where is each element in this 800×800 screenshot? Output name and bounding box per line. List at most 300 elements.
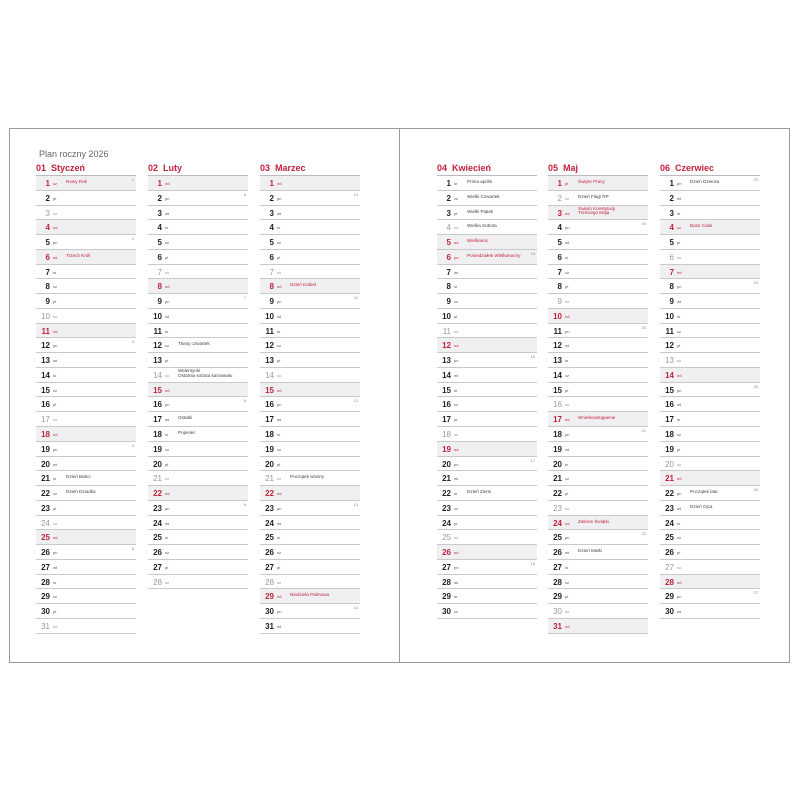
day-row — [437, 368, 537, 383]
month-column-06 — [660, 163, 760, 619]
weekday-label: cz — [677, 432, 681, 438]
day-number: 12 — [553, 341, 562, 351]
weekday-label: pt — [454, 520, 458, 526]
day-number: 23 — [665, 503, 674, 513]
day-number: 8 — [557, 282, 562, 292]
week-number: 14 — [353, 605, 358, 611]
day-number: 16 — [41, 400, 50, 410]
weekday-label: wt — [565, 240, 569, 246]
day-number: 18 — [553, 430, 562, 440]
day-row — [548, 619, 648, 634]
day-row — [437, 309, 537, 324]
day-row — [148, 427, 248, 442]
day-row — [260, 397, 360, 412]
day-row — [260, 265, 360, 280]
day-number: 9 — [45, 297, 50, 307]
weekday-label: pn — [565, 432, 570, 438]
day-number: 20 — [265, 459, 274, 469]
day-event: Nowy Rok — [66, 179, 87, 184]
weekday-label: pt — [165, 358, 169, 364]
weekday-label: nd — [677, 269, 682, 275]
weekday-label: wt — [277, 210, 281, 216]
day-row — [148, 486, 248, 501]
day-row — [260, 294, 360, 309]
day-number: 17 — [553, 415, 562, 425]
day-row — [260, 560, 360, 575]
day-row — [548, 368, 648, 383]
day-number: 7 — [157, 267, 162, 277]
weekday-label: wt — [565, 550, 569, 556]
day-row — [36, 397, 136, 412]
weekday-label: cz — [165, 550, 169, 556]
weekday-label: pt — [277, 254, 281, 260]
weekday-label: so — [565, 195, 570, 201]
day-number: 20 — [553, 459, 562, 469]
day-number: 10 — [665, 311, 674, 321]
week-number: 6 — [243, 191, 246, 197]
day-row — [36, 604, 136, 619]
day-number: 15 — [553, 385, 562, 395]
weekday-label: pt — [565, 491, 569, 497]
weekday-label: wt — [454, 476, 458, 482]
weekday-label: śr — [565, 564, 569, 570]
day-event — [178, 369, 232, 378]
weekday-label: wt — [53, 358, 57, 364]
day-row — [148, 250, 248, 265]
day-number: 31 — [41, 621, 50, 631]
month-column-03 — [260, 163, 360, 634]
day-row — [660, 427, 760, 442]
day-number: 18 — [41, 430, 50, 440]
day-event: Prima aprilis — [467, 179, 493, 184]
weekday-label: śr — [454, 181, 458, 186]
day-row — [437, 589, 537, 604]
weekday-label: cz — [53, 594, 57, 600]
day-number: 31 — [265, 621, 274, 631]
day-row — [36, 265, 136, 280]
day-number: 27 — [665, 562, 674, 572]
weekday-label: pn — [677, 594, 682, 600]
day-event: Dzień Kobiet — [290, 282, 317, 288]
day-number: 7 — [669, 267, 674, 277]
month-name: Maj — [563, 163, 579, 173]
day-number: 27 — [553, 562, 562, 572]
day-row — [437, 206, 537, 221]
day-row — [260, 575, 360, 590]
day-row — [548, 427, 648, 442]
day-number: 17 — [665, 415, 674, 425]
weekday-label: wt — [165, 210, 169, 216]
day-number: 10 — [265, 311, 274, 321]
weekday-label: so — [165, 372, 170, 378]
weekday-label: śr — [165, 535, 169, 541]
weekday-label: nd — [565, 313, 570, 319]
day-row — [548, 309, 648, 324]
day-number: 26 — [442, 548, 451, 558]
day-row — [548, 353, 648, 368]
weekday-label: so — [277, 372, 282, 378]
day-number: 23 — [553, 503, 562, 513]
weekday-label: nd — [565, 417, 570, 423]
weekday-label: wt — [677, 505, 681, 511]
month-header — [437, 163, 537, 176]
day-number: 15 — [265, 385, 274, 395]
day-number: 10 — [153, 311, 162, 321]
day-number: 24 — [153, 518, 162, 528]
weekday-label: so — [53, 210, 58, 216]
day-row — [260, 589, 360, 604]
day-row — [660, 294, 760, 309]
weekday-label: pn — [565, 328, 570, 334]
day-row — [660, 442, 760, 457]
day-number: 13 — [41, 356, 50, 366]
day-row — [548, 412, 648, 427]
weekday-label: pn — [165, 505, 170, 511]
week-number: 22 — [641, 531, 646, 537]
day-row — [660, 265, 760, 280]
day-row — [36, 560, 136, 575]
day-row — [437, 397, 537, 412]
day-number: 21 — [41, 474, 50, 484]
week-number: 26 — [753, 487, 758, 493]
day-row — [148, 368, 248, 383]
day-number: 22 — [442, 489, 451, 499]
weekday-label: nd — [53, 225, 58, 231]
day-row — [660, 191, 760, 206]
day-number: 22 — [41, 489, 50, 499]
day-event: Dzień Dziecka — [690, 179, 720, 184]
weekday-label: so — [565, 609, 570, 615]
weekday-label: so — [454, 328, 459, 334]
week-number: 15 — [530, 250, 535, 256]
weekday-label: cz — [454, 505, 458, 511]
weekday-label: pn — [53, 343, 58, 349]
month-number: 06 — [660, 163, 671, 173]
month-name: Luty — [163, 163, 182, 173]
day-number: 21 — [153, 474, 162, 484]
week-number: 27 — [753, 590, 758, 596]
weekday-label: pt — [565, 387, 569, 393]
day-row — [36, 442, 136, 457]
day-row — [148, 176, 248, 191]
day-row — [437, 604, 537, 619]
day-number: 8 — [669, 282, 674, 292]
day-row — [660, 353, 760, 368]
month-column-04 — [437, 163, 537, 619]
day-number: 1 — [557, 179, 562, 188]
day-row — [548, 235, 648, 250]
day-number: 30 — [553, 607, 562, 617]
month-number: 04 — [437, 163, 448, 173]
weekday-label: cz — [454, 299, 458, 305]
day-row — [36, 383, 136, 398]
day-row — [437, 545, 537, 560]
week-number: 7 — [243, 295, 246, 301]
day-number: 26 — [153, 548, 162, 558]
day-row — [660, 457, 760, 472]
weekday-label: nd — [454, 446, 459, 452]
day-number: 28 — [665, 577, 674, 587]
day-number: 23 — [265, 503, 274, 513]
weekday-label: nd — [277, 387, 282, 393]
day-number: 14 — [553, 370, 562, 380]
day-number: 20 — [153, 459, 162, 469]
day-row — [437, 383, 537, 398]
day-row — [36, 294, 136, 309]
day-number: 19 — [265, 444, 274, 454]
month-number: 05 — [548, 163, 559, 173]
day-row — [660, 338, 760, 353]
day-number: 28 — [442, 577, 451, 587]
weekday-label: wt — [454, 579, 458, 585]
weekday-label: nd — [53, 535, 58, 541]
day-row — [148, 501, 248, 516]
weekday-label: pn — [277, 402, 282, 408]
weekday-label: cz — [165, 446, 169, 452]
weekday-label: pt — [677, 446, 681, 452]
weekday-label: so — [565, 505, 570, 511]
weekday-label: pn — [454, 254, 459, 260]
day-row — [660, 383, 760, 398]
weekday-label: pt — [677, 343, 681, 349]
day-row — [660, 324, 760, 339]
day-number: 25 — [553, 533, 562, 543]
weekday-label: wt — [53, 461, 57, 467]
day-number: 10 — [553, 311, 562, 321]
day-number: 15 — [41, 385, 50, 395]
weekday-label: pt — [53, 402, 57, 408]
day-row — [548, 471, 648, 486]
day-row — [148, 471, 248, 486]
week-number: 20 — [641, 324, 646, 330]
day-row — [148, 235, 248, 250]
day-row — [660, 501, 760, 516]
day-number: 16 — [553, 400, 562, 410]
day-number: 5 — [669, 238, 674, 248]
day-row — [36, 619, 136, 634]
weekday-label: śr — [454, 491, 458, 497]
day-number: 27 — [265, 562, 274, 572]
day-number: 3 — [446, 208, 451, 218]
day-row — [437, 560, 537, 575]
weekday-label: pn — [165, 299, 170, 305]
weekday-label: wt — [277, 520, 281, 526]
weekday-label: cz — [53, 284, 57, 290]
weekday-label: wt — [165, 520, 169, 526]
day-event: Ostatki — [178, 415, 193, 421]
day-number: 1 — [45, 179, 50, 188]
day-number: 3 — [557, 208, 562, 218]
weekday-label: wt — [165, 313, 169, 319]
day-event: Poniedziałek Wielkanocny — [467, 252, 521, 258]
week-number: 3 — [131, 339, 134, 345]
day-row — [36, 176, 136, 191]
day-number: 3 — [269, 208, 274, 218]
day-number: 18 — [442, 430, 451, 440]
day-number: 5 — [557, 238, 562, 248]
day-number: 20 — [442, 459, 451, 469]
day-number: 21 — [665, 474, 674, 484]
day-row — [437, 501, 537, 516]
day-row — [437, 191, 537, 206]
day-number: 22 — [153, 489, 162, 499]
month-header — [36, 163, 136, 176]
day-row — [660, 206, 760, 221]
day-event: Popielec — [178, 430, 196, 436]
day-number: 9 — [269, 297, 274, 307]
weekday-label: pt — [53, 505, 57, 511]
day-number: 16 — [153, 400, 162, 410]
weekday-label: pn — [277, 299, 282, 305]
weekday-label: nd — [277, 181, 282, 186]
day-row — [36, 250, 136, 265]
day-row — [260, 324, 360, 339]
day-number: 24 — [442, 518, 451, 528]
weekday-label: nd — [677, 476, 682, 482]
day-row — [437, 412, 537, 427]
weekday-label: nd — [53, 328, 58, 334]
weekday-label: nd — [277, 284, 282, 290]
weekday-label: wt — [454, 372, 458, 378]
day-event: Trzech Króli — [66, 252, 91, 258]
weekday-label: śr — [677, 313, 681, 319]
day-row — [660, 604, 760, 619]
day-number: 14 — [665, 370, 674, 380]
week-number: 11 — [353, 295, 358, 301]
weekday-label: śr — [53, 372, 57, 378]
day-row — [36, 427, 136, 442]
month-name: Styczeń — [51, 163, 86, 173]
day-row — [36, 279, 136, 294]
day-event — [578, 207, 615, 216]
day-event: Zielone Świątki — [578, 518, 609, 524]
day-number: 28 — [265, 577, 274, 587]
day-number: 7 — [45, 267, 50, 277]
weekday-label: pt — [165, 461, 169, 467]
day-number: 9 — [157, 297, 162, 307]
weekday-label: pt — [565, 284, 569, 290]
weekday-label: pn — [677, 181, 682, 186]
weekday-label: wt — [677, 299, 681, 305]
weekday-label: so — [165, 579, 170, 585]
weekday-label: so — [277, 476, 282, 482]
weekday-label: nd — [454, 550, 459, 556]
weekday-label: cz — [165, 240, 169, 246]
day-row — [36, 486, 136, 501]
day-row — [548, 383, 648, 398]
day-number: 2 — [157, 193, 162, 203]
day-number: 1 — [269, 179, 274, 188]
day-number: 17 — [265, 415, 274, 425]
weekday-label: pn — [53, 240, 58, 246]
weekday-label: pn — [454, 461, 459, 467]
day-number: 6 — [45, 252, 50, 262]
day-row — [548, 545, 648, 560]
day-number: 13 — [153, 356, 162, 366]
weekday-label: śr — [565, 461, 569, 467]
day-number: 22 — [553, 489, 562, 499]
day-row — [437, 575, 537, 590]
day-event: Wielka Sobota — [467, 223, 497, 229]
day-number: 5 — [269, 238, 274, 248]
day-number: 24 — [41, 518, 50, 528]
day-number: 17 — [442, 415, 451, 425]
day-row — [36, 220, 136, 235]
weekday-label: pt — [277, 358, 281, 364]
weekday-label: pn — [277, 609, 282, 615]
weekday-label: so — [165, 476, 170, 482]
weekday-label: pt — [677, 240, 681, 246]
week-number: 12 — [353, 398, 358, 404]
month-header — [660, 163, 760, 176]
day-event: Wielki Piątek — [467, 208, 494, 214]
day-row — [36, 471, 136, 486]
weekday-label: wt — [677, 609, 681, 615]
day-row — [36, 530, 136, 545]
day-row — [437, 427, 537, 442]
day-event: Dzień Flagi RP — [578, 193, 609, 199]
day-row — [148, 530, 248, 545]
month-header — [548, 163, 648, 176]
weekday-label: pn — [454, 564, 459, 570]
day-row — [437, 294, 537, 309]
weekday-label: wt — [53, 564, 57, 570]
month-name: Kwiecień — [452, 163, 492, 173]
day-number: 25 — [665, 533, 674, 543]
day-number: 12 — [665, 341, 674, 351]
day-row — [260, 220, 360, 235]
day-number: 2 — [446, 193, 451, 203]
day-number: 6 — [557, 252, 562, 262]
day-row — [660, 250, 760, 265]
day-row — [36, 324, 136, 339]
weekday-label: so — [53, 520, 58, 526]
day-number: 16 — [442, 400, 451, 410]
day-row — [148, 457, 248, 472]
day-event-line: Trzeciego Maja — [578, 210, 610, 216]
weekday-label: so — [565, 402, 570, 408]
day-row — [260, 309, 360, 324]
day-event: Dzień Babci — [66, 474, 91, 480]
week-number: 10 — [353, 191, 358, 197]
day-number: 3 — [45, 208, 50, 218]
weekday-label: pt — [454, 210, 458, 216]
weekday-label: so — [677, 254, 682, 260]
day-number: 25 — [153, 533, 162, 543]
weekday-label: cz — [53, 181, 57, 186]
weekday-label: cz — [677, 328, 681, 334]
weekday-label: wt — [677, 402, 681, 408]
day-number: 30 — [442, 607, 451, 617]
day-row — [437, 279, 537, 294]
weekday-label: cz — [565, 579, 569, 585]
day-number: 1 — [157, 179, 162, 188]
day-row — [660, 220, 760, 235]
day-number: 5 — [446, 238, 451, 248]
day-row — [548, 397, 648, 412]
weekday-label: pt — [165, 564, 169, 570]
weekday-label: pn — [454, 358, 459, 364]
weekday-label: pn — [165, 195, 170, 201]
weekday-label: cz — [277, 446, 281, 452]
day-number: 18 — [265, 430, 274, 440]
weekday-label: pn — [277, 195, 282, 201]
day-row — [660, 486, 760, 501]
day-number: 19 — [665, 444, 674, 454]
day-number: 4 — [157, 223, 162, 233]
day-number: 13 — [553, 356, 562, 366]
weekday-label: śr — [53, 476, 57, 482]
